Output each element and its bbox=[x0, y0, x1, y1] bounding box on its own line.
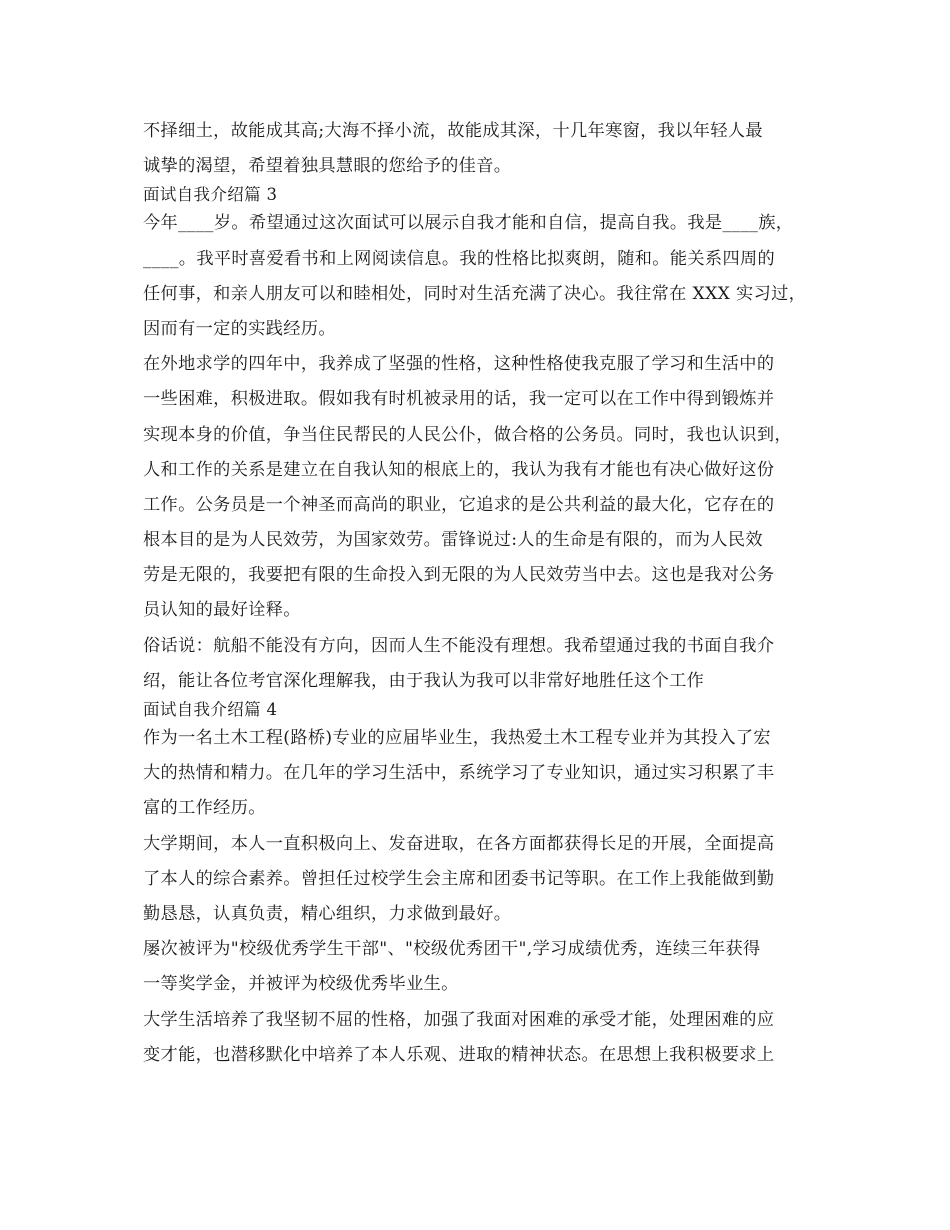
paragraph-line: 因而有一定的实践经历。 bbox=[143, 318, 336, 339]
section-heading-3: 面试自我介绍篇 3 bbox=[143, 185, 278, 205]
paragraph-line: 任何事，和亲人朋友可以和睦相处，同时对生活充满了决心。我往常在 XXX 实习过， bbox=[143, 283, 807, 304]
paragraph-line: 劳是无限的，我要把有限的生命投入到无限的为人民效劳当中去。这也是我对公务 bbox=[143, 565, 775, 586]
paragraph-line: 大学生活培养了我坚韧不屈的性格，加强了我面对困难的承受才能，处理困难的应 bbox=[143, 1009, 775, 1030]
section-heading-4: 面试自我介绍篇 4 bbox=[143, 700, 278, 719]
paragraph-line: 诚挚的渴望，希望着独具慧眼的您给予的佳音。 bbox=[143, 156, 512, 177]
paragraph-line: 了本人的综合素养。曾担任过校学生会主席和团委书记等职。在工作上我能做到勤 bbox=[143, 868, 775, 889]
paragraph-line: 人和工作的关系是建立在自我认知的根底上的，我认为我有才能也有决心做好这份 bbox=[143, 459, 775, 480]
paragraph-line: 大学期间，本人一直积极向上、发奋进取，在各方面都获得长足的开展，全面提高 bbox=[143, 833, 775, 854]
paragraph-line: 员认知的最好诠释。 bbox=[143, 600, 301, 621]
paragraph-line: 今年____岁。希望通过这次面试可以展示自我才能和自信，提高自我。我是____族， bbox=[143, 213, 794, 234]
document-body bbox=[143, 114, 813, 1073]
paragraph-line: 绍，能让各位考官深化理解我，由于我认为我可以非常好地胜任这个工作 bbox=[143, 670, 705, 691]
paragraph-line: 大的热情和精力。在几年的学习生活中，系统学习了专业知识，通过实习积累了丰 bbox=[143, 763, 775, 784]
paragraph-line: 工作。公务员是一个神圣而高尚的职业，它追求的是公共利益的最大化，它存在的 bbox=[143, 494, 775, 515]
paragraph-line: 在外地求学的四年中，我养成了坚强的性格，这种性格使我克服了学习和生活中的 bbox=[143, 354, 775, 375]
paragraph-line: ____。我平时喜爱看书和上网阅读信息。我的性格比拟爽朗，随和。能关系四周的 bbox=[143, 248, 776, 269]
paragraph-line: 俗话说：航船不能没有方向，因而人生不能没有理想。我希望通过我的书面自我介 bbox=[143, 635, 775, 656]
paragraph-line: 实现本身的价值，争当住民帮民的人民公仆，做合格的公务员。同时，我也认识到， bbox=[143, 424, 792, 445]
paragraph-line: 屡次被评为"校级优秀学生干部"、"校级优秀团干",学习成绩优秀，连续三年获得 bbox=[143, 939, 761, 960]
paragraph-line: 一等奖学金，并被评为校级优秀毕业生。 bbox=[143, 974, 459, 995]
paragraph-line: 根本目的是为人民效劳，为国家效劳。雷锋说过:人的生命是有限的，而为人民效 bbox=[143, 530, 763, 551]
paragraph-line: 富的工作经历。 bbox=[143, 798, 266, 819]
paragraph-line: 作为一名土木工程(路桥)专业的应届毕业生，我热爱土木工程专业并为其投入了宏 bbox=[143, 728, 771, 748]
paragraph-line: 勤恳恳，认真负责，精心组织，力求做到最好。 bbox=[143, 903, 512, 924]
paragraph-line: 一些困难，积极进取。假如我有时机被录用的话，我一定可以在工作中得到锻炼并 bbox=[143, 389, 775, 410]
paragraph-line: 变才能，也潜移默化中培养了本人乐观、进取的精神状态。在思想上我积极要求上 bbox=[143, 1044, 775, 1065]
paragraph-line: 不择细土，故能成其高;大海不择小流，故能成其深，十几年寒窗，我以年轻人最 bbox=[143, 121, 763, 141]
